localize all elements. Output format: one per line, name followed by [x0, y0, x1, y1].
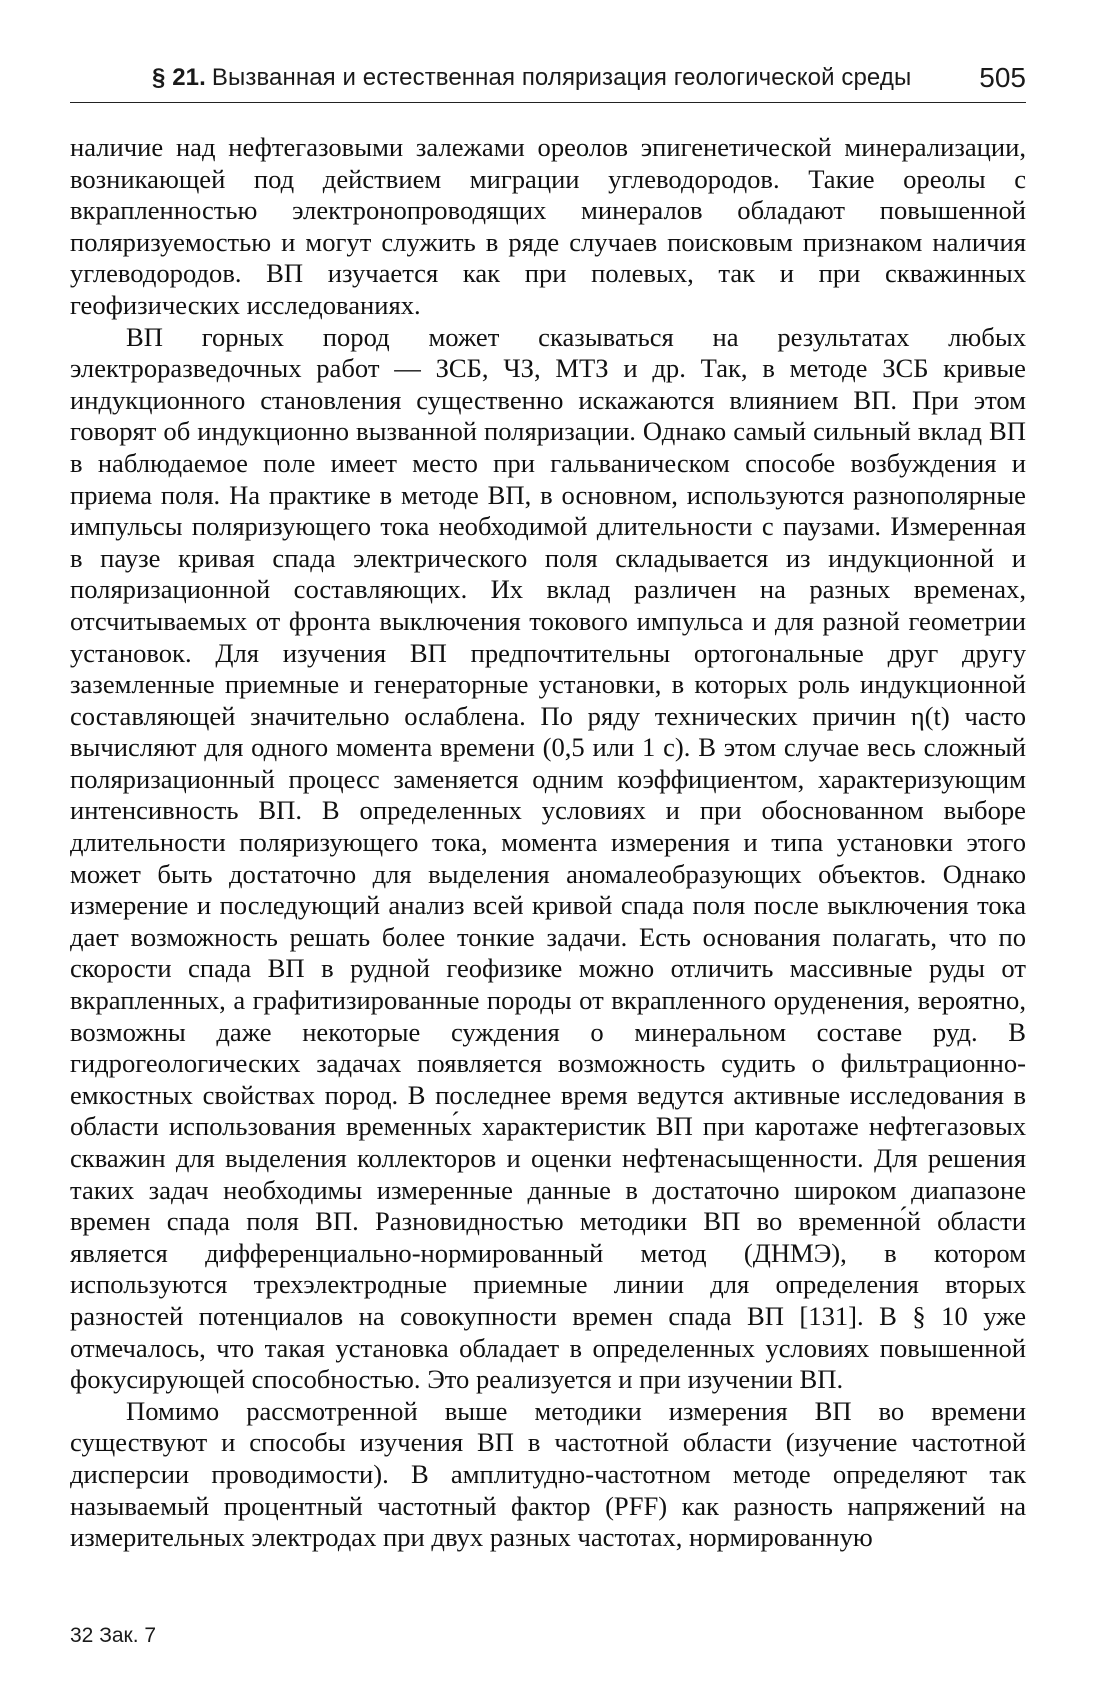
- paragraph-2: ВП горных пород может сказываться на результатах любых электроразведочных работ — ЗСБ, ЧЗ, МТЗ и др. Так, в методе ЗСБ кривые индукционного становления существенно искажаются влиянием ВП. При этом говорят об индукционно вызванной поляризации. Однако самый сильный вклад ВП в наблюдаемое поле имеет место при гальваническом способе возбуждения и приема поля. На практике в методе ВП, в основном, используются разнополярные импульсы поляризующего тока необходимой длительности с паузами. Измеренная в паузе кривая спада электрического поля складывается из индукционной и поляризационной составляющих. Их вклад различен на разных временах, отсчитываемых от фронта выключения токового импульса и для разной геометрии установок. Для изучения ВП предпочтительны ортогональные друг другу заземленные приемные и генераторные установки, в которых роль индукционной составляющей значительно ослаблена. По ряду технических причин η(t) часто вычисляют для одного момента времени (0,5 или 1 с). В этом случае весь сложный поляризационный процесс заменяется одним коэффициентом, характеризующим интенсивность ВП. В определенных условиях и при обоснованном выборе длительности поляризующего тока, момента измерения и типа установки этого может быть достаточно для выделения аномалеобразующих объектов. Однако измерение и последующий анализ всей кривой спада поля после выключения тока дает возможность решать более тонкие задачи. Есть основания полагать, что по скорости спада ВП в рудной геофизике можно отличить массивные руды от вкрапленных, а графитизированные породы от вкрапленного оруденения, вероятно, возможны даже некоторые суждения о минеральном составе руд. В гидрогеологических задачах появляется возможность судить о фильтрационно-емкостных свойствах пород. В последнее время ведутся активные исследования в области использования временны́х характеристик ВП при каротаже нефтегазовых скважин для выделения коллекторов и оценки нефтенасыщенности. Для решения таких задач необходимы измеренные данные в достаточно широком диапазоне времен спада поля ВП. Разновидностью методики ВП во временно́й области является дифференциально-нормированный метод (ДНМЭ), в котором используются трехэлектродные приемные линии для определения вторых разностей потенциалов на совокупности времен спада ВП [131]. В § 10 уже отмечалось, что такая установка обладает в определенных условиях повышенной фокусирующей способностью. Это реализуется и при изучении ВП.: [70, 321, 1026, 1395]
- header-title-line: [152, 64, 911, 92]
- paragraph-3: Помимо рассмотренной выше методики измерения ВП во времени существуют и способы изучения ВП в частотной области (изучение частотной дисперсии проводимости). В амплитудно-частотном методе определяют так называемый процентный частотный фактор (PFF) как разность напряжений на измерительных электродах при двух разных частотах, нормированную: [70, 1395, 1026, 1553]
- page-number: 505: [979, 62, 1026, 93]
- signature-mark: 32 Зак. 7: [70, 1624, 157, 1647]
- body-text: [70, 132, 1026, 1554]
- running-header: [70, 62, 1026, 103]
- section-number: § 21.: [152, 64, 206, 91]
- paragraph-1: наличие над нефтегазовыми залежами ореолов эпигенетической минерализации, возникающей под действием миграции углеводородов. Такие ореолы с вкрапленностью электронопроводящих минералов обладают повышенной поляризуемостью и могут служить в ряде случаев поисковым признаком наличия углеводородов. ВП изучается как при полевых, так и при скважинных геофизических исследованиях.: [70, 132, 1026, 320]
- chapter-title: Вызванная и естественная поляризация геологической среды: [211, 64, 912, 91]
